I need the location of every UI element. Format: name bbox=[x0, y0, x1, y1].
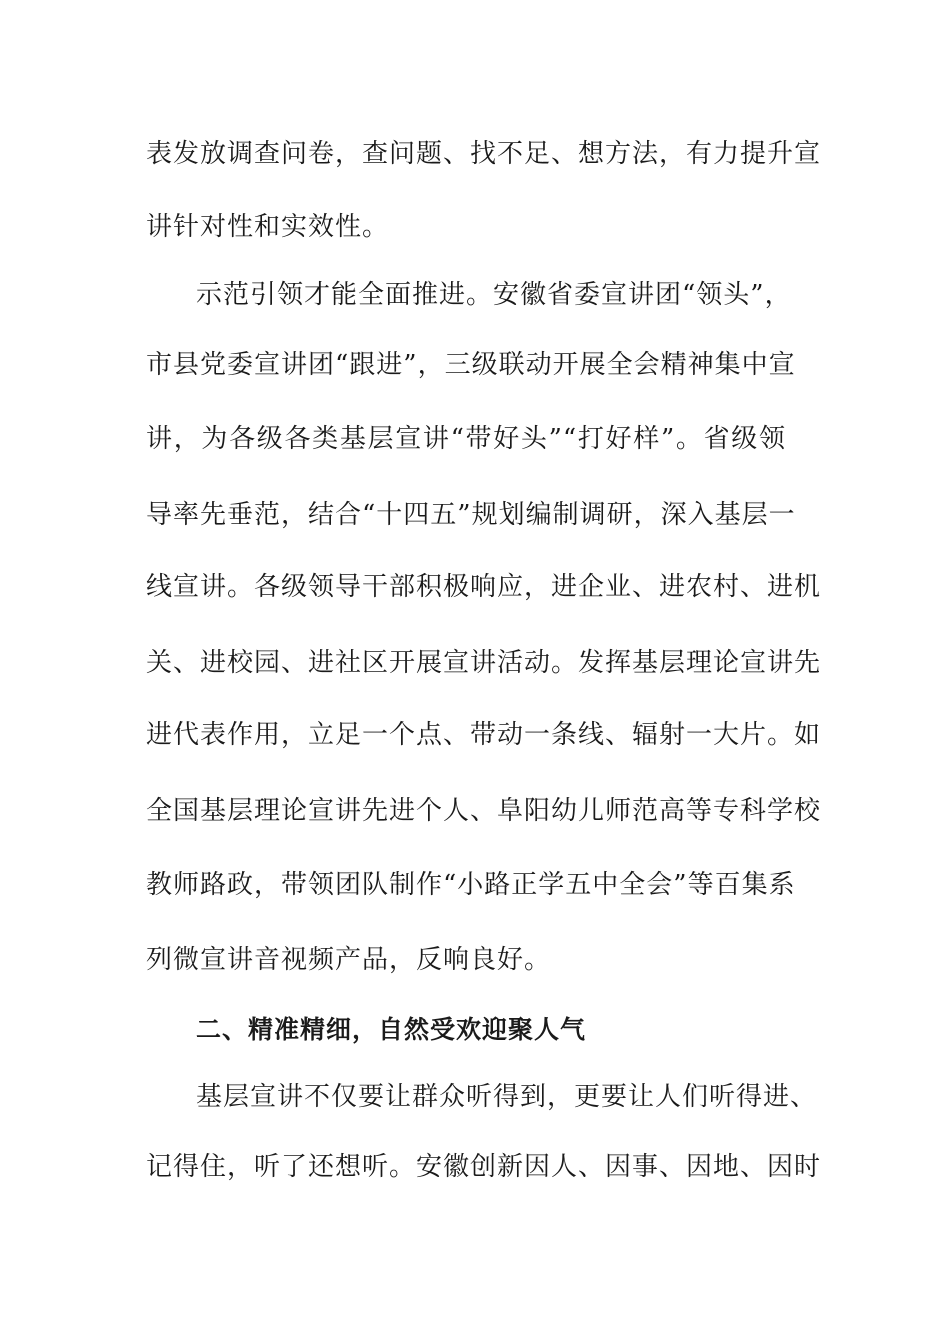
paragraph-line: 基层宣讲不仅要让群众听得到，更要让人们听得进、 bbox=[196, 1082, 818, 1112]
paragraph-line: 导率先垂范，结合“十四五”规划编制调研，深入基层一 bbox=[146, 500, 796, 530]
paragraph-line: 记得住，听了还想听。安徽创新因人、因事、因地、因时 bbox=[146, 1152, 822, 1182]
paragraph-line: 讲，为各级各类基层宣讲“带好头”“打好样”。省级领 bbox=[146, 424, 786, 454]
paragraph-line: 关、进校园、进社区开展宣讲活动。发挥基层理论宣讲先 bbox=[146, 648, 822, 678]
paragraph-line: 示范引领才能全面推进。安徽省委宣讲团“领头”， bbox=[196, 280, 792, 310]
paragraph-line: 表发放调查问卷，查问题、找不足、想方法，有力提升宣 bbox=[146, 139, 822, 169]
paragraph-line: 讲针对性和实效性。 bbox=[146, 212, 390, 242]
paragraph-line: 全国基层理论宣讲先进个人、阜阳幼儿师范高等专科学校 bbox=[146, 796, 822, 826]
paragraph-line: 市县党委宣讲团“跟进”，三级联动开展全会精神集中宣 bbox=[146, 350, 796, 380]
paragraph-line: 进代表作用，立足一个点、带动一条线、辐射一大片。如 bbox=[146, 720, 822, 750]
section-heading: 二、精准精细，自然受欢迎聚人气 bbox=[196, 1015, 587, 1044]
paragraph-line: 线宣讲。各级领导干部积极响应，进企业、进农村、进机 bbox=[146, 572, 822, 602]
paragraph-line: 列微宣讲音视频产品，反响良好。 bbox=[146, 945, 552, 975]
paragraph-line: 教师路政，带领团队制作“小路正学五中全会”等百集系 bbox=[146, 870, 796, 900]
